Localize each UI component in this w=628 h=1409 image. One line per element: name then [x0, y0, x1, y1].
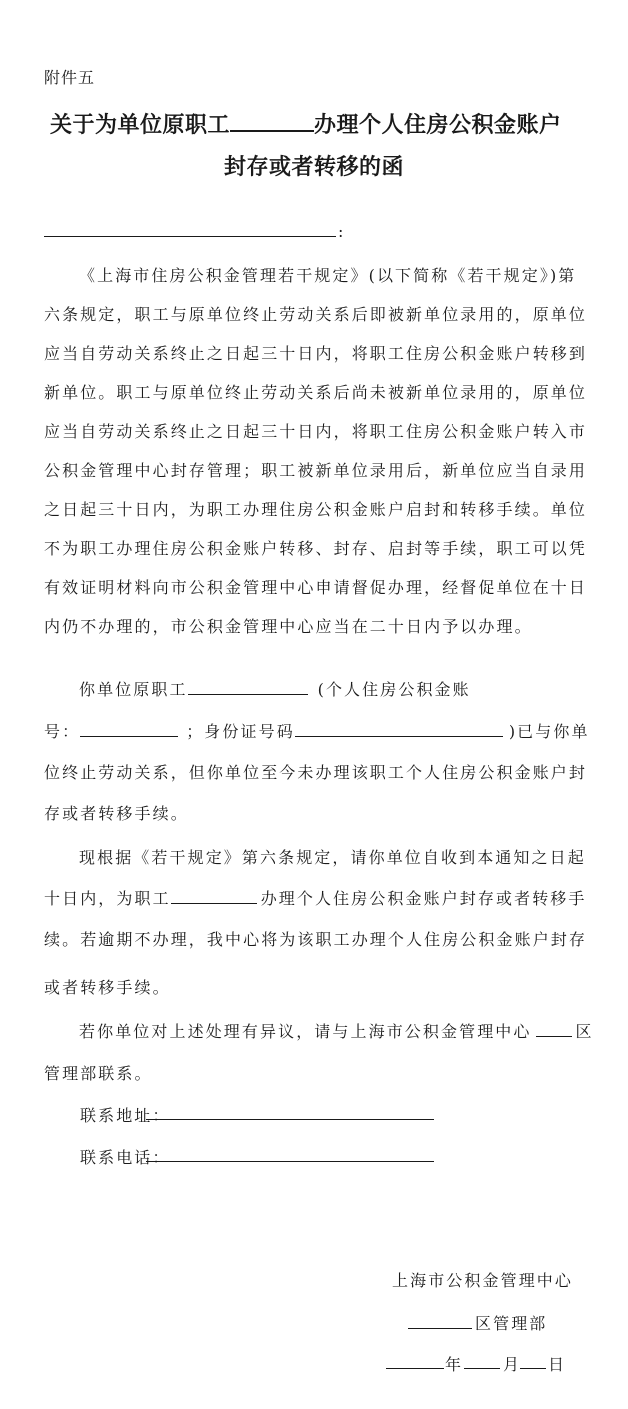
- addressee-blank: [44, 236, 336, 237]
- contact-phone-blank: [146, 1161, 434, 1162]
- para3-text: 办理个人住房公积金账户封存或者转移手: [260, 889, 587, 908]
- district-blank: [536, 1019, 572, 1037]
- contact-address-label: 联系地址：: [80, 1106, 171, 1125]
- signature-district-blank: [408, 1328, 472, 1329]
- para4-line2: 管理部联系。: [44, 1064, 153, 1083]
- account-number-blank: [80, 719, 178, 737]
- contact-phone-label: 联系电话：: [80, 1148, 171, 1167]
- date-year: 年: [445, 1355, 464, 1374]
- para1-line: 内仍不办理的，市公积金管理中心应当在二十日内予以办理。: [44, 617, 533, 636]
- para1-line: 之日起三十日内，为职工办理住房公积金账户启封和转移手续。单位: [44, 500, 588, 519]
- para2-line4: 存或者转移手续。: [44, 804, 189, 823]
- attachment-label: 附件五: [44, 68, 96, 87]
- date-day-blank: [520, 1368, 546, 1369]
- para1-line: 六条规定，职工与原单位终止劳动关系后即被新单位录用的，原单位: [44, 305, 588, 324]
- title-employee-blank: [230, 108, 314, 132]
- id-number-blank: [295, 719, 503, 737]
- para1-line: 有效证明材料向市公积金管理中心申请督促办理，经督促单位在十日: [44, 578, 588, 597]
- date-day: 日: [548, 1355, 567, 1374]
- para1-line: 公积金管理中心封存管理；职工被新单位录用后，新单位应当自录用: [44, 461, 588, 480]
- date-year-blank: [386, 1368, 444, 1369]
- para1-line: 不为职工办理住房公积金账户转移、封存、启封等手续，职工可以凭: [44, 539, 588, 558]
- signature-org: 上海市公积金管理中心: [392, 1271, 574, 1290]
- para2-line2: [44, 719, 590, 742]
- para3-line1: 现根据《若干规定》第六条规定，请你单位自收到本通知之日起: [79, 848, 586, 867]
- para3-line3: 续。若逾期不办理，我中心将为该职工办理个人住房公积金账户封存: [44, 930, 588, 949]
- para2-text: 你单位原职工: [79, 680, 188, 699]
- para2-line1: [79, 677, 471, 700]
- document-title-line2: 封存或者转移的函: [224, 155, 405, 180]
- title-part1: 关于为单位原职工: [50, 113, 231, 138]
- title-part2: 办理个人住房公积金账户: [314, 113, 562, 138]
- para2-text: ；身份证号码: [186, 722, 295, 741]
- para4-text: 区: [575, 1022, 594, 1041]
- para1-line: 应当自劳动关系终止之日起三十日内，将职工住房公积金账户转入市: [44, 422, 588, 441]
- para4-text: 若你单位对上述处理有异议，请与上海市公积金管理中心: [79, 1022, 532, 1041]
- addressee-colon: :: [338, 222, 346, 241]
- para1-line: 新单位。职工与原单位终止劳动关系后尚未被新单位录用的，原单位: [44, 383, 588, 402]
- para2-text: 号：: [44, 722, 81, 741]
- para1-line: 应当自劳动关系终止之日起三十日内，将职工住房公积金账户转移到: [44, 344, 588, 363]
- para2-line3: 位终止劳动关系，但你单位至今未办理该职工个人住房公积金账户封: [44, 763, 588, 782]
- date-month: 月: [503, 1355, 522, 1374]
- para2-text: )已与你单: [508, 722, 590, 741]
- para3-line4: 或者转移手续。: [44, 978, 171, 997]
- para4-line1: [79, 1019, 594, 1042]
- para1-line: 《上海市住房公积金管理若干规定》(以下简称《若干规定》)第: [79, 266, 577, 285]
- para3-text: 十日内，为职工: [44, 889, 171, 908]
- para3-line2: [44, 886, 587, 909]
- employee-name-blank: [188, 677, 308, 695]
- employee-name-blank-2: [171, 886, 257, 904]
- signature-district-suffix: 区管理部: [475, 1314, 548, 1333]
- date-month-blank: [464, 1368, 500, 1369]
- contact-address-blank: [146, 1119, 434, 1120]
- para2-text: (个人住房公积金账: [317, 680, 471, 699]
- document-title: [50, 108, 562, 139]
